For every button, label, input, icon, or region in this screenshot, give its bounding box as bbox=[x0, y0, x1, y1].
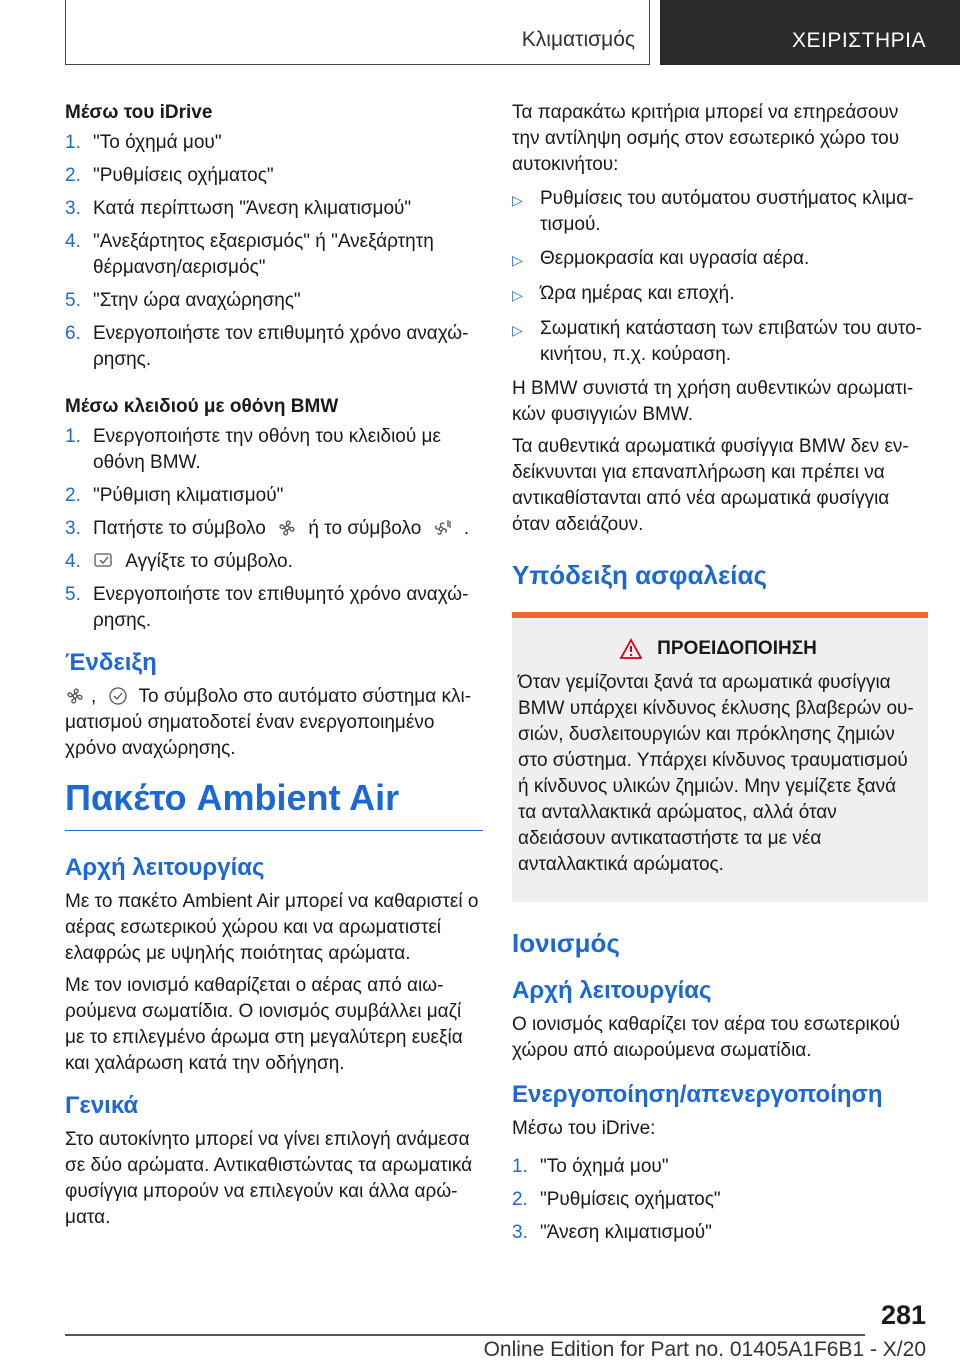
step-number: 1. bbox=[65, 426, 81, 447]
clock-check-icon bbox=[108, 686, 128, 706]
list-item bbox=[512, 1220, 928, 1246]
step-text bbox=[93, 549, 483, 575]
step-number: 2. bbox=[512, 1189, 528, 1210]
ion-principle-paragraph: Ο ιονισμός καθαρίζει τον αέρα του εσωτερικού χώρου από αιωρούμενα σωματίδια. bbox=[512, 1014, 900, 1061]
general-heading: Γενικά bbox=[65, 1092, 139, 1119]
note-body: Το σύμβολο στο αυτόματο σύστημα κλιματισμού σηματοδοτεί έναν ενεργοποιημένο χρόνο αναχώρησης. bbox=[65, 686, 472, 759]
triangle-bullet-icon: ▷ bbox=[512, 252, 523, 268]
step-number: 4. bbox=[65, 231, 81, 252]
chapter-tab bbox=[660, 0, 960, 65]
step-text bbox=[93, 516, 483, 542]
bullet-text: Ρυθμίσεις του αυτόματου συστήματος κλιματισμού. bbox=[540, 188, 914, 235]
step-text-part: Πατήστε το σύμβολο bbox=[93, 518, 266, 539]
step-text: Ενεργοποιήστε τον επιθυμητό χρόνο αναχώρησης. bbox=[93, 323, 469, 370]
section-tab bbox=[65, 0, 650, 65]
left-column bbox=[65, 100, 483, 1237]
list-item bbox=[512, 1187, 928, 1213]
step-number: 2. bbox=[65, 485, 81, 506]
list-item bbox=[65, 196, 483, 222]
confirm-touch-icon bbox=[93, 551, 115, 571]
triangle-bullet-icon: ▷ bbox=[512, 192, 523, 208]
step-text: "Ρύθμιση κλιματισμού" bbox=[93, 485, 284, 506]
step-number: 1. bbox=[512, 1156, 528, 1177]
footer-edition: Online Edition for Part no. 01405A1F6B1 - X/20 bbox=[483, 1338, 926, 1361]
activation-heading: Ενεργοποίηση/απενεργοποίηση bbox=[512, 1081, 883, 1108]
ion-principle-heading: Αρχή λειτουργίας bbox=[512, 977, 712, 1004]
bullet-text: Ώρα ημέρας και εποχή. bbox=[540, 283, 735, 304]
list-item bbox=[512, 281, 928, 308]
key-steps bbox=[65, 424, 483, 634]
step-text-part: Αγγίξτε το σύμβολο. bbox=[125, 551, 293, 572]
note-heading: Ένδειξη bbox=[65, 649, 157, 676]
principle-heading: Αρχή λειτουργίας bbox=[65, 854, 265, 881]
step-text-part: . bbox=[463, 518, 470, 539]
right-column bbox=[512, 100, 928, 1253]
footer-divider bbox=[65, 1334, 865, 1336]
fan-icon bbox=[277, 518, 297, 538]
criteria-list bbox=[512, 186, 928, 368]
list-item bbox=[512, 316, 928, 368]
step-number: 4. bbox=[65, 551, 81, 572]
list-item bbox=[65, 130, 483, 156]
step-text-part: ή το σύμβολο bbox=[308, 518, 422, 539]
step-number: 3. bbox=[512, 1222, 528, 1243]
step-text: "Το όχημά μου" bbox=[540, 1156, 669, 1177]
step-number: 5. bbox=[65, 584, 81, 605]
step-text: Κατά περίπτωση "Άνεση κλιματισμού" bbox=[93, 198, 412, 219]
list-item bbox=[65, 483, 483, 509]
page-number: 281 bbox=[880, 1300, 926, 1330]
fan-heat-icon bbox=[433, 518, 453, 538]
triangle-bullet-icon: ▷ bbox=[512, 322, 523, 338]
triangle-bullet-icon: ▷ bbox=[512, 287, 523, 303]
step-text: "Ρυθμίσεις οχήματος" bbox=[540, 1189, 721, 1210]
step-text: "Το όχημά μου" bbox=[93, 132, 222, 153]
step-number: 2. bbox=[65, 165, 81, 186]
list-item bbox=[512, 1154, 928, 1180]
section-title: Κλιματισμός bbox=[521, 28, 635, 51]
note-separator: , bbox=[91, 686, 97, 707]
step-text: "Στην ώρα αναχώρησης" bbox=[93, 290, 301, 311]
fan-icon bbox=[65, 686, 85, 706]
step-number: 5. bbox=[65, 290, 81, 311]
idrive-steps bbox=[65, 130, 483, 373]
ambient-title: Πακέτο Ambient Air bbox=[65, 776, 483, 831]
list-item bbox=[512, 246, 928, 273]
list-item bbox=[65, 549, 483, 575]
warning-title-text: ΠΡΟΕΙΔΟΠΟΙΗΣΗ bbox=[657, 638, 817, 659]
recommendation-paragraph: Η BMW συνιστά τη χρήση αυθεντικών αρωματικών φυσιγγιών BMW. bbox=[512, 378, 914, 425]
activation-steps bbox=[512, 1154, 928, 1246]
step-number: 3. bbox=[65, 518, 81, 539]
list-item bbox=[65, 288, 483, 314]
list-item bbox=[512, 186, 928, 238]
key-heading: Μέσω κλειδιού με οθόνη BMW bbox=[65, 396, 339, 417]
list-item bbox=[65, 321, 483, 373]
bullet-text: Θερμοκρασία και υγρασία αέρα. bbox=[540, 248, 810, 269]
warning-text: Όταν γεμίζονται ξανά τα αρωματικά φυσίγγια BMW υπάρχει κίνδυνος έκλυσης βλαβερών ουσιών, δυσλειτουργιών και πρόκλησης ζημιών στο σύστημα. Υπάρχει κίνδυνος τραυματισμού ή κίνδυνος υλικών ζημιών. Μην γεμίζετε ξανά τα ανταλλακτικά αρώματος, αλλά όταν αδειάσουν αντικαταστήστε τα με νέα ανταλλακτικά αρώματος. bbox=[518, 672, 914, 875]
principle-paragraph: Με το πακέτο Ambient Air μπορεί να καθαριστεί ο αέρας εσωτερικού χώρου και να αρωματιστεί ελαφρώς με υψηλής ποιότητας αρώματα. bbox=[65, 891, 479, 964]
activation-intro: Μέσω του iDrive: bbox=[512, 1118, 656, 1139]
step-number: 3. bbox=[65, 198, 81, 219]
safety-heading: Υπόδειξη ασφαλείας bbox=[512, 560, 768, 590]
criteria-intro: Τα παρακάτω κριτήρια μπορεί να επηρεάσουν την αντίληψη οσμής στον εσωτερικό χώρο του αυτοκινήτου: bbox=[512, 102, 900, 175]
refill-paragraph: Τα αυθεντικά αρωματικά φυσίγγια BMW δεν ενδείκνυνται για επαναπλήρωση και πρέπει να αντικαθίστανται από νέα αρωματικά φυσίγγια όταν αδειάζουν. bbox=[512, 436, 909, 535]
page-header bbox=[0, 0, 960, 66]
ion-heading: Ιονισμός bbox=[512, 928, 620, 958]
warning-title bbox=[518, 636, 918, 662]
step-number: 6. bbox=[65, 323, 81, 344]
chapter-title: ΧΕΙΡΙΣΤΗΡΙΑ bbox=[791, 29, 926, 52]
note-text bbox=[65, 684, 483, 762]
bullet-text: Σωματική κατάσταση των επιβατών του αυτοκινήτου, π.χ. κούραση. bbox=[540, 318, 922, 365]
step-text: Ενεργοποιήστε την οθόνη του κλειδιού με οθόνη BMW. bbox=[93, 426, 441, 473]
list-item bbox=[65, 229, 483, 281]
warning-box bbox=[512, 612, 928, 902]
step-text: "Ρυθμίσεις οχήματος" bbox=[93, 165, 274, 186]
idrive-heading: Μέσω του iDrive bbox=[65, 102, 213, 123]
general-paragraph: Στο αυτοκίνητο μπορεί να γίνει επιλογή ανάμεσα σε δύο αρώματα. Αντικαθιστώντας τα αρωματικά φυσίγγια μπορούν να επιλεγούν και άλλα αρώματα. bbox=[65, 1129, 473, 1228]
list-item bbox=[65, 582, 483, 634]
step-number: 1. bbox=[65, 132, 81, 153]
principle-paragraph: Με τον ιονισμό καθαρίζεται ο αέρας από αιωρούμενα σωματίδια. Ο ιονισμός συμβάλλει μαζί με το επιλεγμένο άρωμα στη μεγαλύτερη ευεξία και χαλάρωση κατά την οδήγηση. bbox=[65, 975, 463, 1074]
list-item bbox=[65, 163, 483, 189]
step-text: "Ανεξάρτητος εξαερισμός" ή "Ανεξάρτητη θέρμανση/αερισμός" bbox=[93, 231, 434, 278]
list-item bbox=[65, 424, 483, 476]
list-item bbox=[65, 516, 483, 542]
step-text: "Άνεση κλιματισμού" bbox=[540, 1222, 712, 1243]
warning-triangle-icon bbox=[619, 638, 643, 660]
step-text: Ενεργοποιήστε τον επιθυμητό χρόνο αναχώρησης. bbox=[93, 584, 469, 631]
